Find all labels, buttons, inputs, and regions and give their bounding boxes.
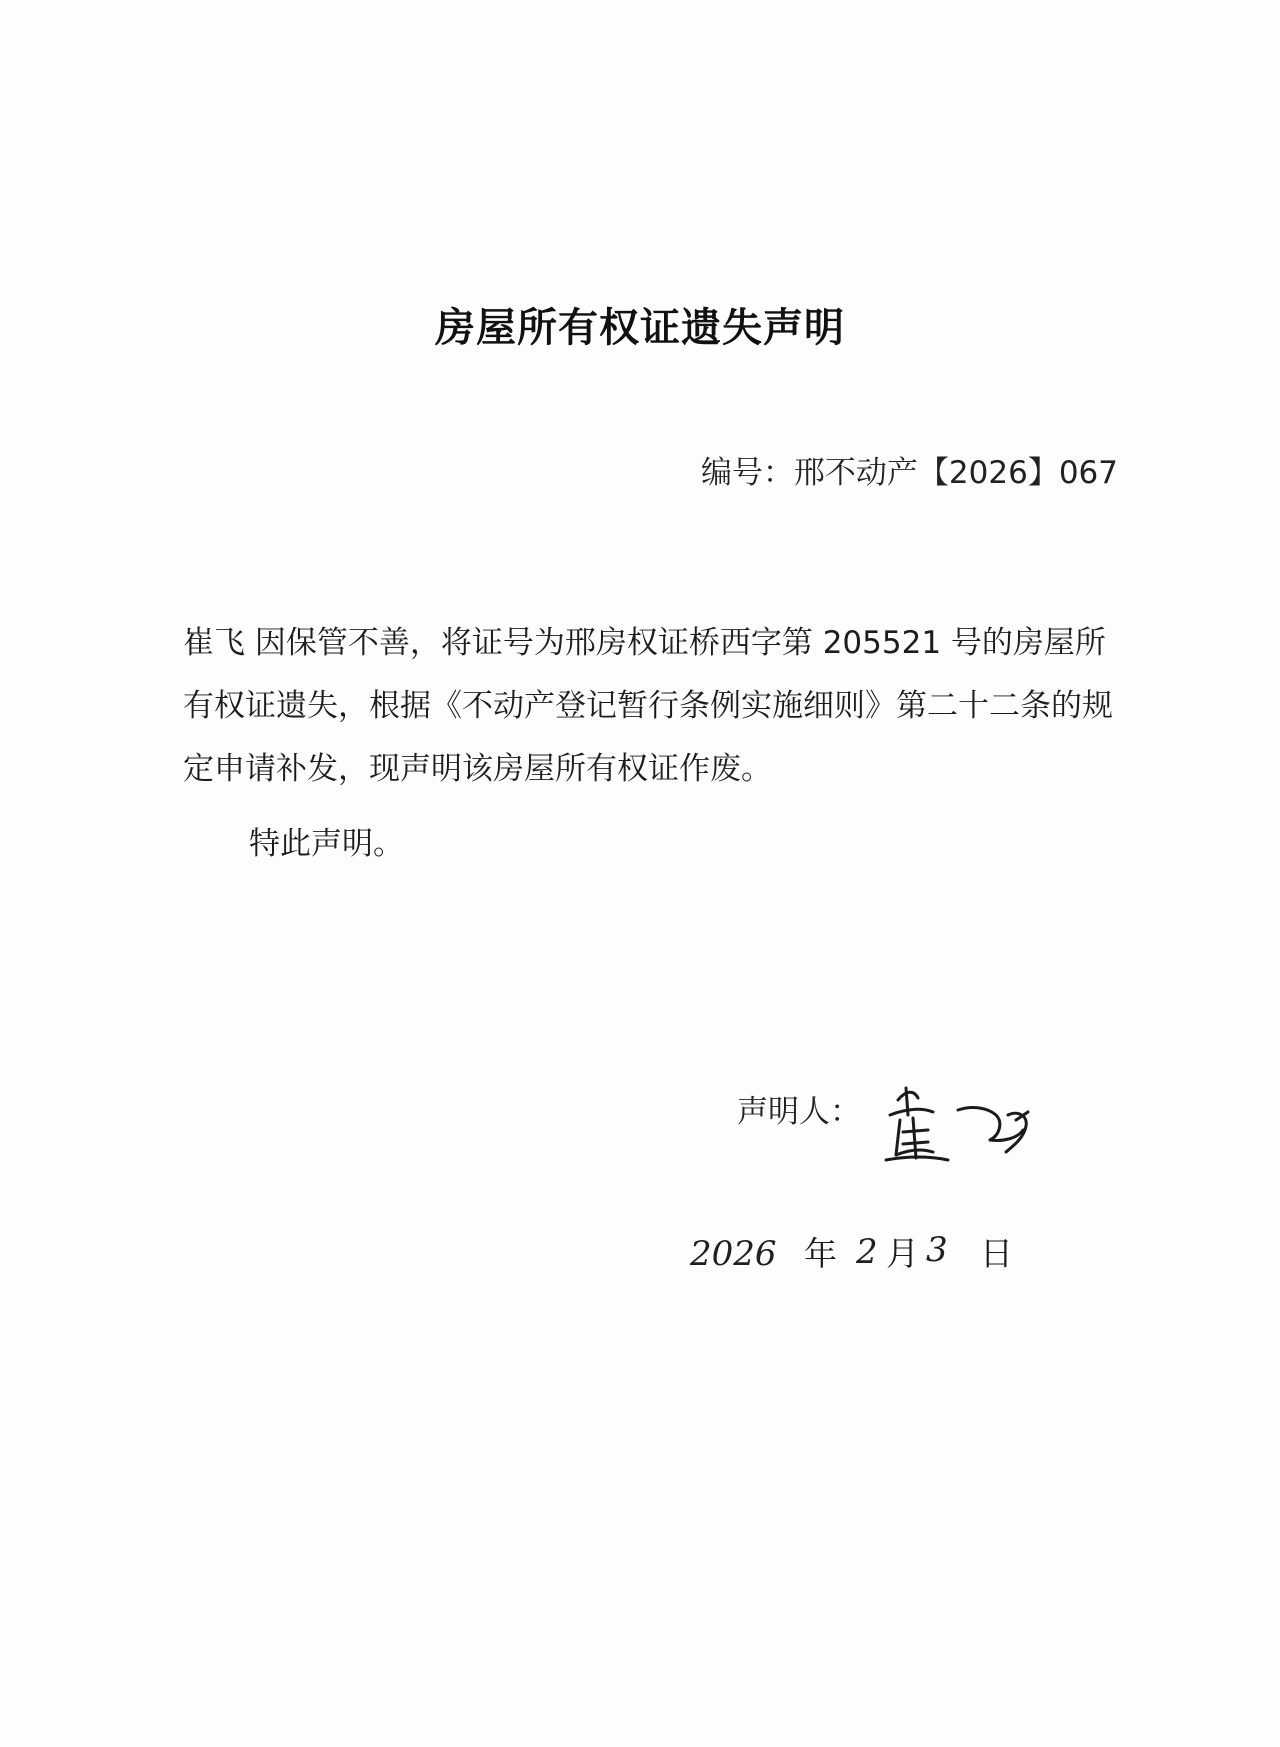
document-title: 房屋所有权证遗失声明 xyxy=(435,305,845,351)
date-year-unit: 年 xyxy=(804,1234,837,1273)
date-month-unit: 月 xyxy=(886,1234,919,1273)
signature-graphic xyxy=(878,1060,1048,1180)
date-day-unit: 日 xyxy=(980,1234,1013,1273)
date-year: 2026 xyxy=(690,1234,777,1274)
handwritten-signature xyxy=(878,1060,1048,1180)
closing-statement: 特此声明。 xyxy=(249,826,404,862)
declarant-label: 声明人： xyxy=(737,1094,861,1130)
date-day: 3 xyxy=(926,1230,948,1270)
signing-date xyxy=(690,1228,1030,1298)
date-month: 2 xyxy=(856,1232,878,1272)
declaration-body xyxy=(183,612,1119,876)
document-number: 编号：邢不动产【2026】067 xyxy=(700,455,1118,491)
declaration-paragraph: 崔飞 因保管不善，将证号为邢房权证桥西字第 205521 号的房屋所有权证遗失，根据《不动产登记暂行条例实施细则》第二十二条的规定申请补发，现声明该房屋所有权证作废。 xyxy=(183,625,1113,787)
